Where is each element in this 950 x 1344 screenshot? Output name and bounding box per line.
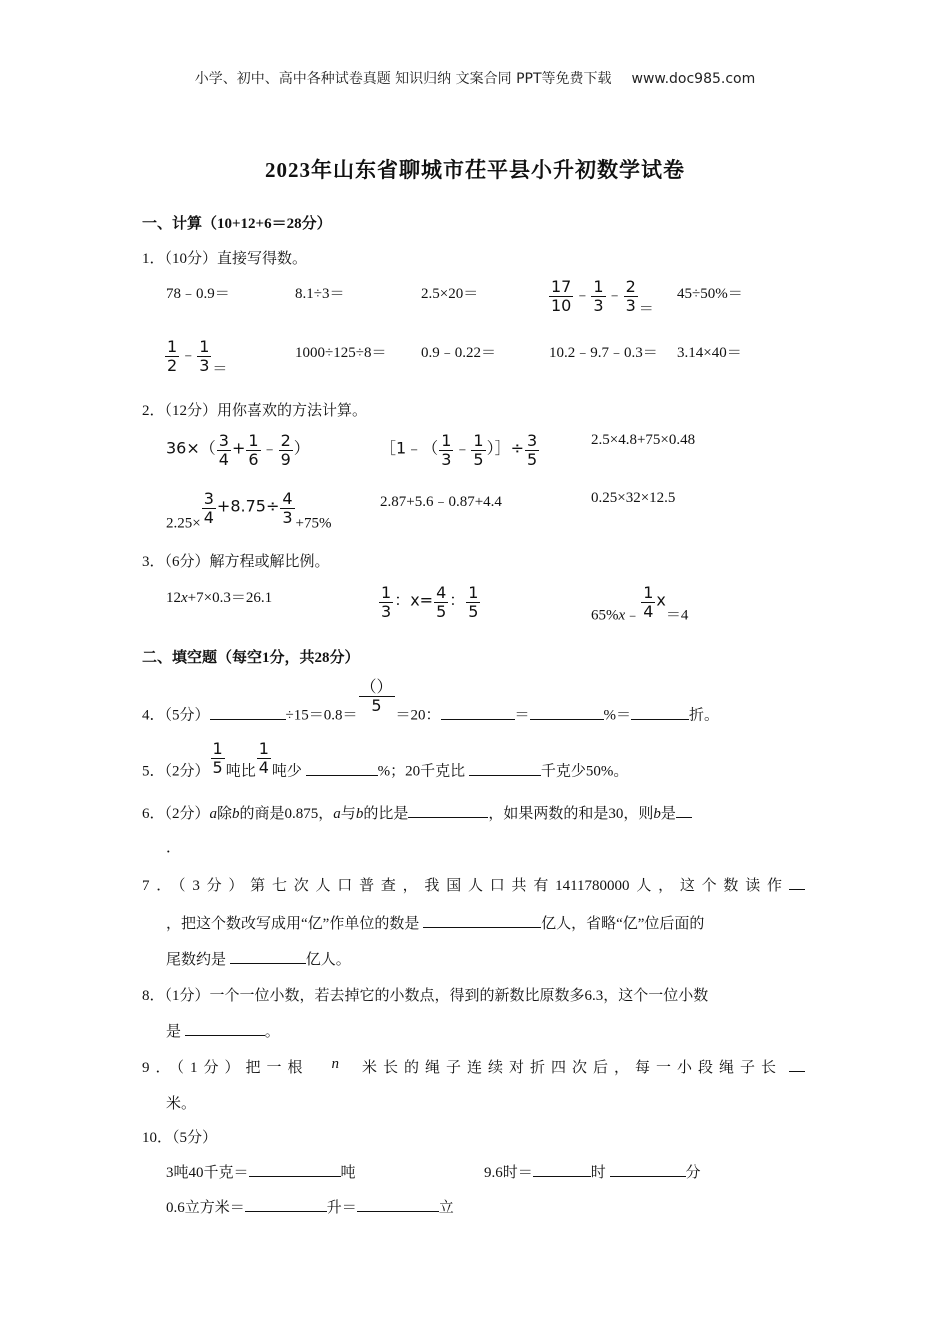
q9-blank — [789, 1056, 805, 1077]
fraction — [202, 490, 216, 526]
denominator: 3 — [199, 355, 210, 375]
answer-blank[interactable] — [631, 704, 689, 720]
q4-text: ＝20： — [395, 707, 441, 724]
q7-text: 尾数约是 — [166, 952, 230, 968]
q6-text: 是 — [660, 806, 676, 822]
numerator: 2 — [280, 431, 291, 450]
answer-blank[interactable] — [230, 948, 306, 964]
question-number: 4．（5分） — [142, 707, 210, 724]
q10-item-1 — [166, 1161, 356, 1182]
q2-expr-1 — [166, 432, 310, 468]
answer-blank[interactable] — [423, 912, 541, 928]
numerator: 1 — [248, 431, 259, 450]
denominator: 5 — [527, 449, 538, 469]
numerator: 3 — [203, 489, 214, 508]
q5-text: 吨比 — [225, 763, 256, 780]
q10-item-2 — [484, 1161, 701, 1182]
q7-text: 亿人，省略“亿”位后面的 — [541, 916, 705, 932]
numerator: 17 — [551, 277, 572, 296]
fraction — [217, 432, 231, 468]
q4-text: ＝ — [514, 707, 530, 724]
q2-label: 2．（12分）用你喜欢的方法计算。 — [142, 403, 368, 419]
q1-label: 1．（10分）直接写得数。 — [142, 251, 308, 267]
answer-blank[interactable] — [306, 760, 378, 776]
q4 — [142, 678, 719, 725]
answer-blank[interactable] — [676, 802, 692, 818]
expr-text: 2.25× — [166, 515, 201, 532]
header-text: 小学、初中、高中各种试卷真题 知识归纳 文案合同 PPT等免费下载 — [194, 71, 612, 87]
operator: ﹣ — [625, 607, 641, 624]
fraction — [257, 740, 271, 776]
q4-text: 折。 — [689, 707, 720, 724]
answer-blank[interactable] — [210, 704, 286, 720]
fraction — [279, 432, 293, 468]
expr-text: +75% — [295, 515, 332, 532]
q7-line-2 — [166, 912, 704, 933]
variable: b — [355, 806, 364, 822]
numerator: 4 — [436, 583, 447, 602]
q6-text: 除 — [217, 806, 233, 822]
answer-blank[interactable] — [249, 1161, 341, 1177]
expr-text: 12 — [166, 590, 181, 606]
denominator: 5 — [468, 601, 479, 621]
q2-expr-4 — [166, 490, 332, 533]
q10-text: 时 — [590, 1165, 610, 1181]
answer-blank[interactable] — [441, 704, 515, 720]
variable: a — [333, 806, 341, 822]
fraction — [197, 338, 211, 374]
q1-item-3: 2.5×20＝ — [421, 286, 479, 302]
expr-text: +7×0.3＝26.1 — [187, 590, 273, 606]
q6-tail: ． — [166, 840, 182, 856]
expr-text: ［1﹣（ — [380, 438, 439, 458]
q3-label: 3．（6分）解方程或解比例。 — [142, 554, 330, 570]
numerator: （） — [360, 677, 393, 696]
q10-text: 吨 — [340, 1165, 356, 1181]
page-title: 2023年山东省聊城市茌平县小升初数学试卷 — [265, 158, 685, 182]
numerator: 1 — [212, 739, 223, 758]
variable: n — [331, 1056, 339, 1072]
fraction — [549, 278, 573, 314]
fraction — [246, 432, 260, 468]
expr-text: ）］÷ — [486, 438, 524, 458]
fraction — [165, 338, 179, 374]
fraction — [466, 584, 480, 620]
section2-heading: 二、填空题（每空1分，共28分） — [142, 650, 360, 666]
q10-item-3 — [166, 1196, 454, 1217]
q10-text: 0.6立方米＝ — [166, 1200, 245, 1216]
q7-blank-1 — [789, 874, 805, 895]
operator: ﹣ — [261, 438, 278, 458]
q9-line-2: 米。 — [166, 1096, 197, 1112]
answer-blank[interactable] — [185, 1020, 265, 1036]
numerator: 1 — [441, 431, 452, 450]
answer-blank[interactable] — [469, 760, 541, 776]
fraction — [211, 740, 225, 776]
variable: x — [656, 590, 666, 610]
q5-text: %；20千克比 — [377, 763, 469, 780]
denominator: 4 — [203, 507, 214, 527]
variable: x — [618, 607, 626, 624]
q3-eq-3 — [591, 584, 688, 625]
denominator: 9 — [280, 449, 291, 469]
expr-text: +8.75÷ — [216, 496, 280, 516]
denominator: 5 — [371, 695, 382, 715]
numerator: 1 — [643, 583, 654, 602]
expr-text: ：x= — [394, 590, 434, 610]
numerator: 1 — [199, 337, 210, 356]
expr-text: 65% — [591, 607, 619, 624]
variable: b — [653, 806, 661, 822]
q6-text: 的比是 — [363, 806, 409, 822]
q1-item-6 — [164, 338, 227, 379]
q10-text: 立 — [438, 1200, 454, 1216]
question-number: 5．（2分） — [142, 763, 210, 780]
q5-text: 千克少50%。 — [540, 763, 629, 780]
q10-text: 9.6时＝ — [484, 1165, 533, 1181]
operator: ﹣ — [606, 284, 623, 304]
q7-line-1: 7．（3分）第七次人口普查，我国人口共有1411780000人，这个数读作 — [142, 878, 782, 894]
denominator: 5 — [212, 757, 223, 777]
numerator: 3 — [527, 431, 538, 450]
fraction — [280, 490, 294, 526]
denominator: 3 — [381, 601, 392, 621]
q1-item-8: 0.9﹣0.22＝ — [421, 345, 497, 361]
operator: + — [231, 438, 246, 458]
denominator: 5 — [436, 601, 447, 621]
numerator: 1 — [167, 337, 178, 356]
q8-text: 是 — [166, 1024, 185, 1040]
q10-text: 3吨40千克＝ — [166, 1165, 249, 1181]
denominator: 3 — [593, 295, 604, 315]
fraction — [525, 432, 539, 468]
fraction — [434, 584, 448, 620]
q5 — [142, 740, 628, 781]
header-url[interactable]: www.doc985.com — [631, 71, 756, 87]
q1-item-2: 8.1÷3＝ — [295, 286, 345, 302]
q6-text: 与 — [340, 806, 356, 822]
q7-line-3 — [166, 948, 351, 969]
q2-expr-3: 2.5×4.8+75×0.48 — [591, 432, 696, 448]
fraction — [471, 432, 485, 468]
q8-line-1: 8．（1分）一个一位小数，若去掉它的小数点，得到的新数比原数多6.3，这个一位小数 — [142, 988, 709, 1004]
denominator: 4 — [218, 449, 229, 469]
numerator: 1 — [468, 583, 479, 602]
operator: ﹣ — [180, 344, 197, 364]
numerator: 1 — [593, 277, 604, 296]
q1-item-4 — [548, 278, 654, 319]
answer-blank[interactable] — [245, 1196, 327, 1212]
operator: ﹣ — [574, 284, 591, 304]
denominator: 4 — [258, 757, 269, 777]
denominator: 3 — [625, 295, 636, 315]
q8-line-2 — [166, 1020, 280, 1041]
expr-text: ： — [449, 590, 466, 610]
numerator: 1 — [258, 739, 269, 758]
expr-text: ） — [293, 438, 310, 458]
numerator: 1 — [473, 431, 484, 450]
denominator: 6 — [248, 449, 259, 469]
equals: ＝ — [212, 361, 228, 378]
answer-blank[interactable] — [530, 704, 604, 720]
q2-expr-2 — [380, 432, 540, 468]
answer-blank[interactable] — [610, 1161, 686, 1177]
equals: ＝ — [638, 301, 654, 318]
numerator: 4 — [282, 489, 293, 508]
fraction — [379, 584, 393, 620]
fraction — [359, 678, 395, 714]
numerator: 2 — [625, 277, 636, 296]
q6 — [142, 802, 692, 823]
answer-blank[interactable] — [789, 874, 805, 890]
answer-blank[interactable] — [357, 1196, 439, 1212]
variable: b — [232, 806, 240, 822]
q9-line-1 — [142, 1056, 782, 1077]
variable: a — [209, 806, 218, 822]
q1-item-5: 45÷50%＝ — [677, 286, 743, 302]
expr-text: 36×（ — [166, 438, 216, 458]
denominator: 10 — [551, 295, 572, 315]
q9-text: 9．（1分）把一根 — [142, 1060, 309, 1076]
q10-text: 升＝ — [326, 1200, 357, 1216]
expr-text: ＝4 — [665, 607, 689, 624]
fraction — [439, 432, 453, 468]
answer-blank[interactable] — [789, 1056, 805, 1072]
q10-label: 10．（5分） — [142, 1130, 218, 1146]
section1-heading: 一、计算（10+12+6＝28分） — [142, 216, 332, 232]
answer-blank[interactable] — [408, 802, 488, 818]
fraction — [624, 278, 638, 314]
denominator: 2 — [167, 355, 178, 375]
numerator: 1 — [381, 583, 392, 602]
q6-text: ，如果两数的和是30，则 — [488, 806, 654, 822]
page-header — [0, 68, 950, 88]
numerator: 3 — [218, 431, 229, 450]
q2-expr-5: 2.87+5.6﹣0.87+4.4 — [380, 494, 502, 510]
q1-item-9: 10.2﹣9.7﹣0.3＝ — [549, 345, 658, 361]
q4-text: ÷15＝0.8＝ — [285, 707, 358, 724]
q1-item-10: 3.14×40＝ — [677, 345, 742, 361]
question-number: 6．（2分） — [142, 806, 210, 822]
q1-item-7: 1000÷125÷8＝ — [295, 345, 387, 361]
denominator: 3 — [282, 507, 293, 527]
denominator: 4 — [643, 601, 654, 621]
q8-text: 。 — [264, 1024, 280, 1040]
q7-text: 亿人。 — [305, 952, 351, 968]
answer-blank[interactable] — [533, 1161, 591, 1177]
q3-eq-1 — [166, 586, 272, 607]
q2-expr-6: 0.25×32×12.5 — [591, 490, 676, 506]
variable: x — [181, 590, 188, 606]
operator: ﹣ — [454, 438, 471, 458]
q5-text: 吨少 — [271, 763, 306, 780]
denominator: 3 — [441, 449, 452, 469]
q3-eq-2 — [378, 584, 481, 620]
q7-text: ，把这个数改写成用“亿”作单位的数是 — [166, 916, 424, 932]
fraction — [591, 278, 605, 314]
q9-text: 米长的绳子连续对折四次后，每一小段绳子长 — [361, 1060, 782, 1076]
q4-text: %＝ — [603, 707, 632, 724]
denominator: 5 — [473, 449, 484, 469]
fraction — [641, 584, 655, 620]
q10-text: 分 — [685, 1165, 701, 1181]
q1-item-1: 78﹣0.9＝ — [166, 286, 230, 302]
q6-text: 的商是0.875， — [239, 806, 334, 822]
